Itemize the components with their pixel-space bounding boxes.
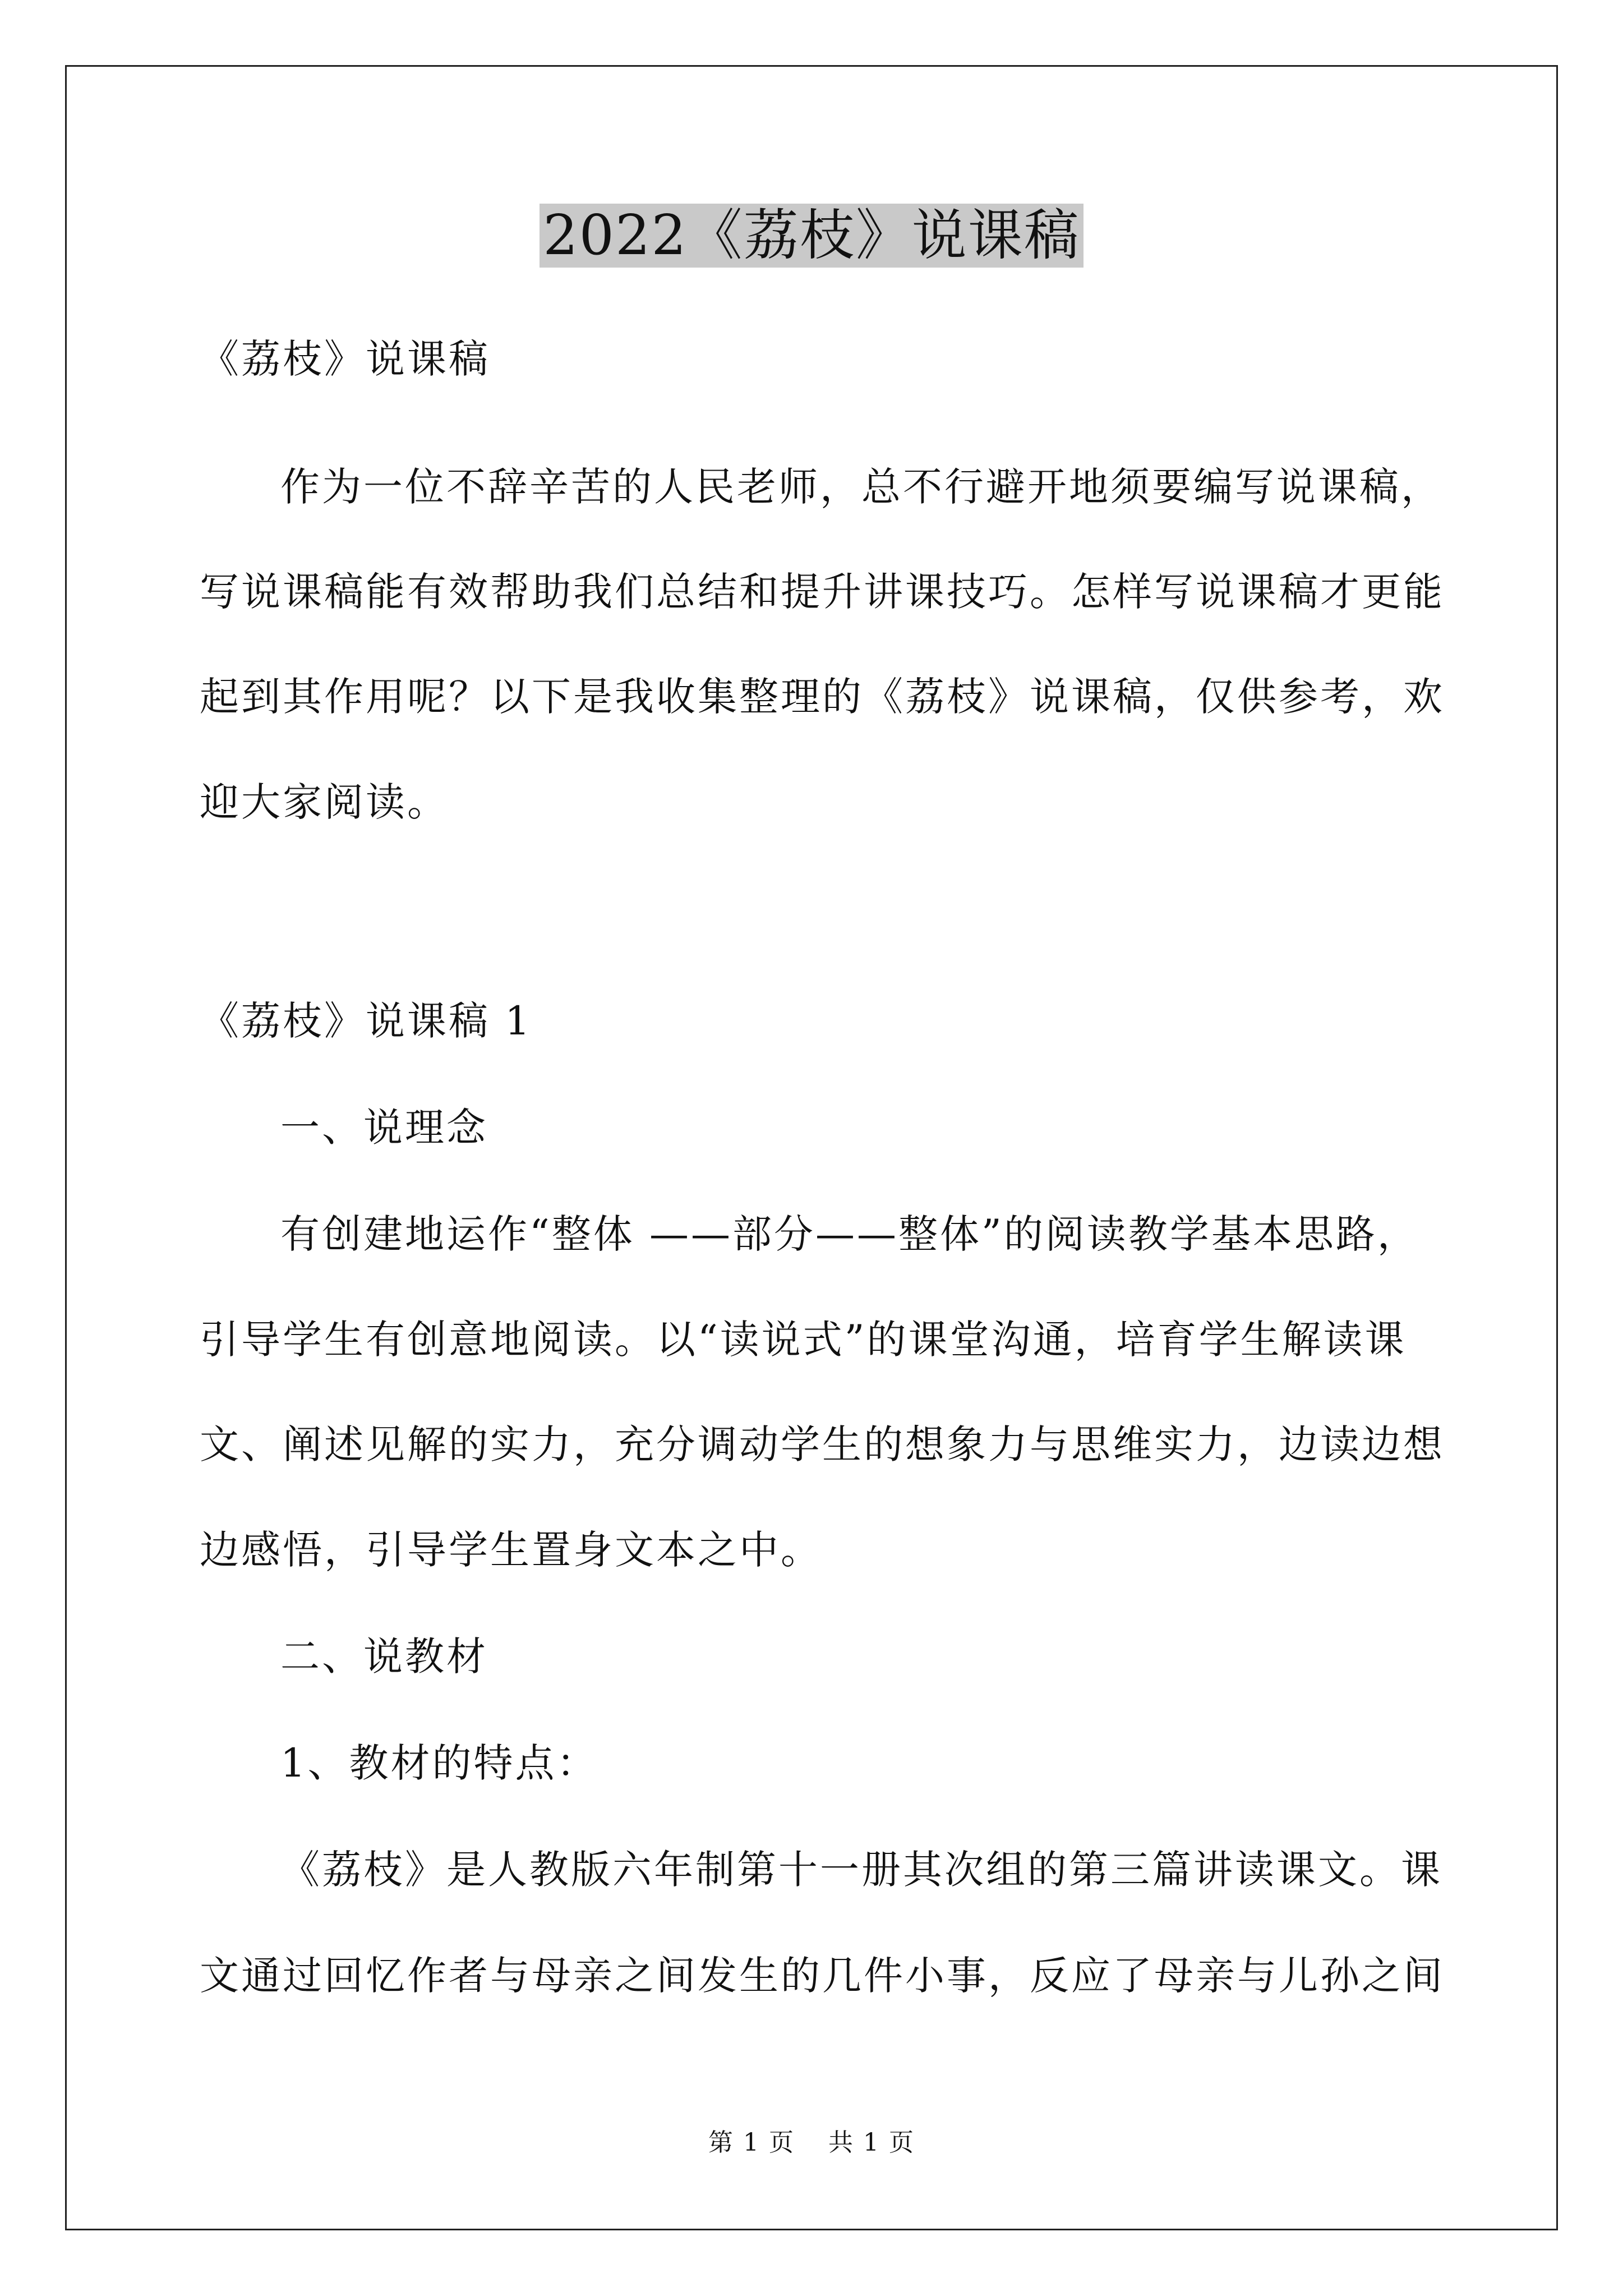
subtitle-line: 《荔枝》说课稿 [200, 336, 490, 382]
document-title [0, 199, 1623, 272]
textbook-line-1: 《荔枝》是人教版六年制第十一册其次组的第三篇讲读课文。课 [280, 1847, 1442, 1893]
intro-line-1: 作为一位不辞辛苦的人民老师，总不行避开地须要编写说课稿， [280, 464, 1442, 510]
heading-concept: 一、说理念 [280, 1105, 488, 1151]
page-footer [0, 2126, 1623, 2160]
heading-textbook-features: 1、教材的特点： [280, 1740, 598, 1786]
title-text: 2022《荔枝》说课稿 [540, 204, 1083, 268]
concept-line-3: 文、阐述见解的实力，充分调动学生的想象力与思维实力，边读边想 [200, 1421, 1445, 1467]
section-heading-1: 《荔枝》说课稿 1 [200, 998, 532, 1044]
page-total: 共 1 页 [828, 2128, 915, 2157]
concept-line-2: 引导学生有创意地阅读。以“读说式”的课堂沟通，培育学生解读课 [200, 1317, 1407, 1363]
intro-line-3: 起到其作用呢？以下是我收集整理的《荔枝》说课稿，仅供参考，欢 [200, 674, 1445, 720]
page-number: 第 1 页 [708, 2128, 795, 2157]
intro-line-2: 写说课稿能有效帮助我们总结和提升讲课技巧。怎样写说课稿才更能 [200, 569, 1445, 615]
textbook-line-2: 文通过回忆作者与母亲之间发生的几件小事，反应了母亲与儿孙之间 [200, 1953, 1445, 1999]
heading-textbook: 二、说教材 [280, 1634, 488, 1680]
concept-line-4: 边感悟，引导学生置身文本之中。 [200, 1527, 822, 1573]
concept-line-1: 有创建地运作“整体 ——部分——整体”的阅读教学基本思路， [280, 1211, 1419, 1257]
intro-line-4: 迎大家阅读。 [200, 779, 449, 825]
